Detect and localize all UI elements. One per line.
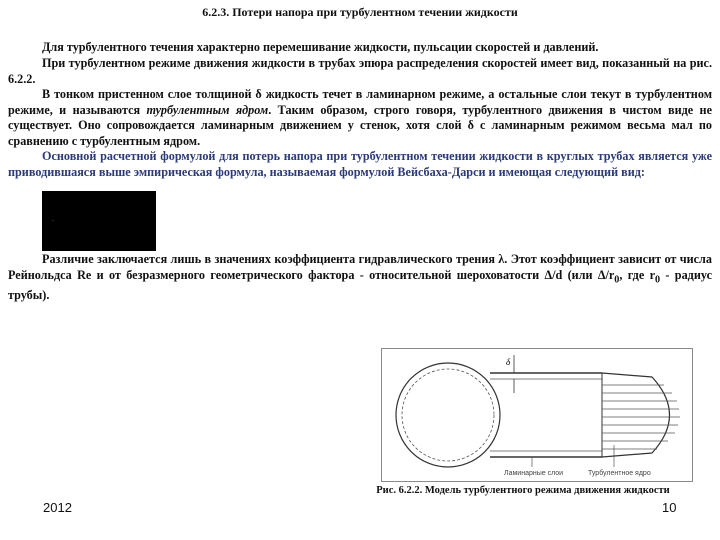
paragraph-3: [8, 87, 712, 149]
paragraph-1-text: Для турбулентного течения характерно перемешивание жидкости, пульсации скоростей и давлений.: [42, 40, 599, 54]
pipe-outer-circle: [396, 363, 500, 467]
turbulent-core-term: турбулентным ядром: [146, 102, 269, 117]
paragraph-5-text-a: Различие заключается лишь в значениях коэффициента гидравлического трения λ. Этот коэффициент зависит от числа Рейнольдса Re и от безразмерного геометрического фактора - относительной шероховатости Δ/d (или Δ/r: [8, 252, 712, 282]
velocity-arrows: [602, 385, 680, 449]
paragraph-5: [8, 252, 712, 303]
formula-dot: .: [52, 213, 55, 223]
velocity-profile-curve: [602, 373, 670, 457]
pipe-inner-circle: [402, 369, 494, 461]
r0-subscript-1: 0: [614, 274, 620, 286]
footer-year: 2012: [43, 500, 72, 515]
paragraph-2: [8, 56, 712, 87]
paragraph-3-text-a: В тонком пристенном слое толщиной δ жидкость течет в ламинарном режиме, а остальные слои текут в турбулентном режиме, и называются: [8, 87, 712, 117]
paragraph-2-text: При турбулентном режиме движения жидкости в трубах эпюра распределения скоростей имеет вид, показанный на рис. 6.2.2.: [8, 56, 712, 86]
paragraph-5-text-c: - радиус трубы).: [8, 267, 712, 302]
paragraph-4-text: Основной расчетной формулой для потерь напора при турбулентном течении жидкости в круглых трубах является уже приводившаяся выше эмпирическая формула, называемая формулой Вейсбаха-Дарси и имеющая следующий вид:: [8, 149, 712, 179]
figure-turbulent-model: [381, 348, 693, 482]
page-title: 6.2.3. Потери напора при турбулентном течении жидкости: [202, 5, 518, 19]
turbulent-core-label: Турбулентное ядро: [588, 470, 651, 477]
page-number: 10: [662, 500, 677, 515]
paragraph-5-text-b: , где r: [619, 267, 655, 282]
figure-caption: Рис. 6.2.2. Модель турбулентного режима движения жидкости: [376, 485, 670, 496]
paragraph-1: [8, 40, 712, 56]
laminar-layers-label: Ламинарные слои: [504, 470, 564, 477]
formula-image: [42, 191, 156, 251]
paragraph-3-text-c: . Таким образом, строго говоря, турбулентного движения в чистом виде не существует. Оно сопровождается ламинарным движением у стенок, хотя слой δ с ламинарным режимом весьма мал по сравнению с турбулентным ядром.: [8, 102, 712, 148]
figure-drawing: [382, 349, 692, 481]
delta-label: δ: [506, 357, 511, 367]
r0-subscript-2: 0: [655, 274, 661, 286]
paragraph-4: [8, 149, 712, 180]
